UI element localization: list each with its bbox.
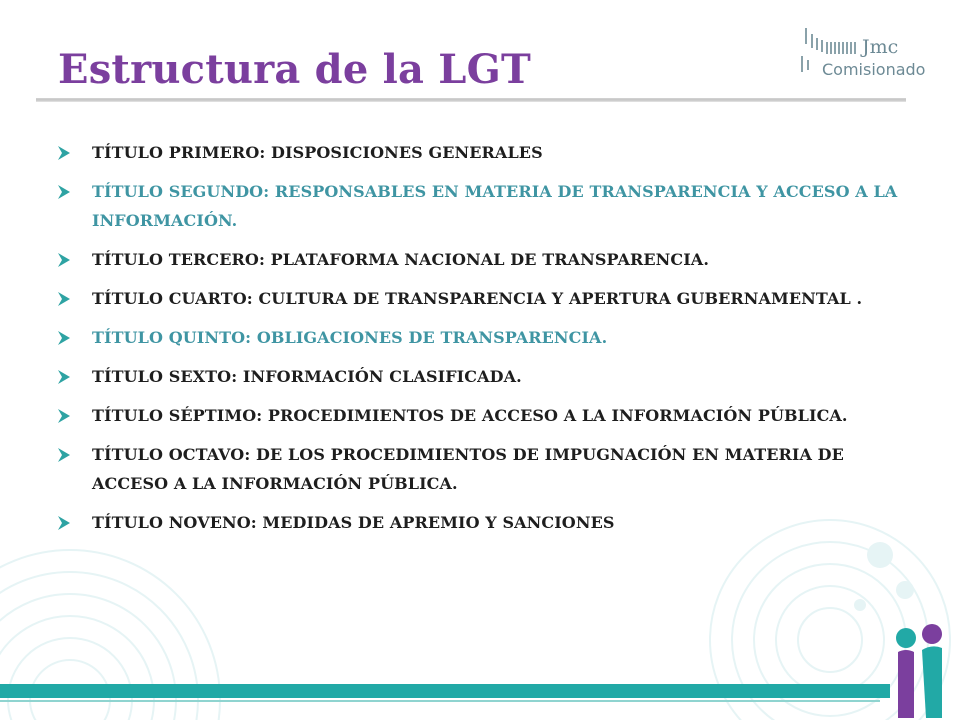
list-item	[56, 440, 906, 498]
list-item	[56, 177, 906, 235]
list-item	[56, 508, 906, 537]
slide-title: Estructura de la LGT	[58, 46, 531, 93]
bottom-accent-bar	[0, 684, 890, 698]
list-item-text: TÍTULO QUINTO: OBLIGACIONES DE TRANSPARENCIA.	[92, 328, 608, 347]
title-list	[56, 138, 906, 547]
list-item	[56, 323, 906, 352]
list-item-text: TÍTULO CUARTO: CULTURA DE TRANSPARENCIA Y APERTURA GUBERNAMENTAL .	[92, 289, 863, 308]
list-item	[56, 245, 906, 274]
bottom-accent-fragment	[856, 688, 880, 698]
list-item-text: TÍTULO SEXTO: INFORMACIÓN CLASIFICADA.	[92, 367, 522, 386]
bottom-accent-line	[0, 700, 880, 702]
list-item-text: TÍTULO TERCERO: PLATAFORMA NACIONAL DE TRANSPARENCIA.	[92, 250, 709, 269]
list-item-text: TÍTULO NOVENO: MEDIDAS DE APREMIO Y SANCIONES	[92, 513, 615, 532]
list-item-text: TÍTULO SEGUNDO: RESPONSABLES EN MATERIA DE TRANSPARENCIA Y ACCESO A LA INFORMACIÓN.	[92, 182, 898, 230]
list-item	[56, 284, 906, 313]
arrowhead-bullet-icon	[56, 369, 72, 385]
arrowhead-bullet-icon	[56, 408, 72, 424]
arrowhead-bullet-icon	[56, 145, 72, 161]
title-divider	[36, 98, 906, 102]
list-item-text: TÍTULO SÉPTIMO: PROCEDIMIENTOS DE ACCESO A LA INFORMACIÓN PÚBLICA.	[92, 406, 848, 425]
arrowhead-bullet-icon	[56, 515, 72, 531]
list-item	[56, 362, 906, 391]
arrowhead-bullet-icon	[56, 184, 72, 200]
list-item-text: TÍTULO OCTAVO: DE LOS PROCEDIMIENTOS DE IMPUGNACIÓN EN MATERIA DE ACCESO A LA INFORMACIÓN PÚBLICA.	[92, 445, 844, 493]
arrowhead-bullet-icon	[56, 291, 72, 307]
logo-name: Jmc	[862, 36, 899, 58]
arrowhead-bullet-icon	[56, 447, 72, 463]
logo	[800, 26, 950, 86]
arrowhead-bullet-icon	[56, 330, 72, 346]
list-item-text: TÍTULO PRIMERO: DISPOSICIONES GENERALES	[92, 143, 543, 162]
logo-subtitle: Comisionado	[822, 60, 926, 79]
arrowhead-bullet-icon	[56, 252, 72, 268]
list-item	[56, 401, 906, 430]
list-item	[56, 138, 906, 167]
ii-brand-mark-icon	[892, 618, 952, 718]
